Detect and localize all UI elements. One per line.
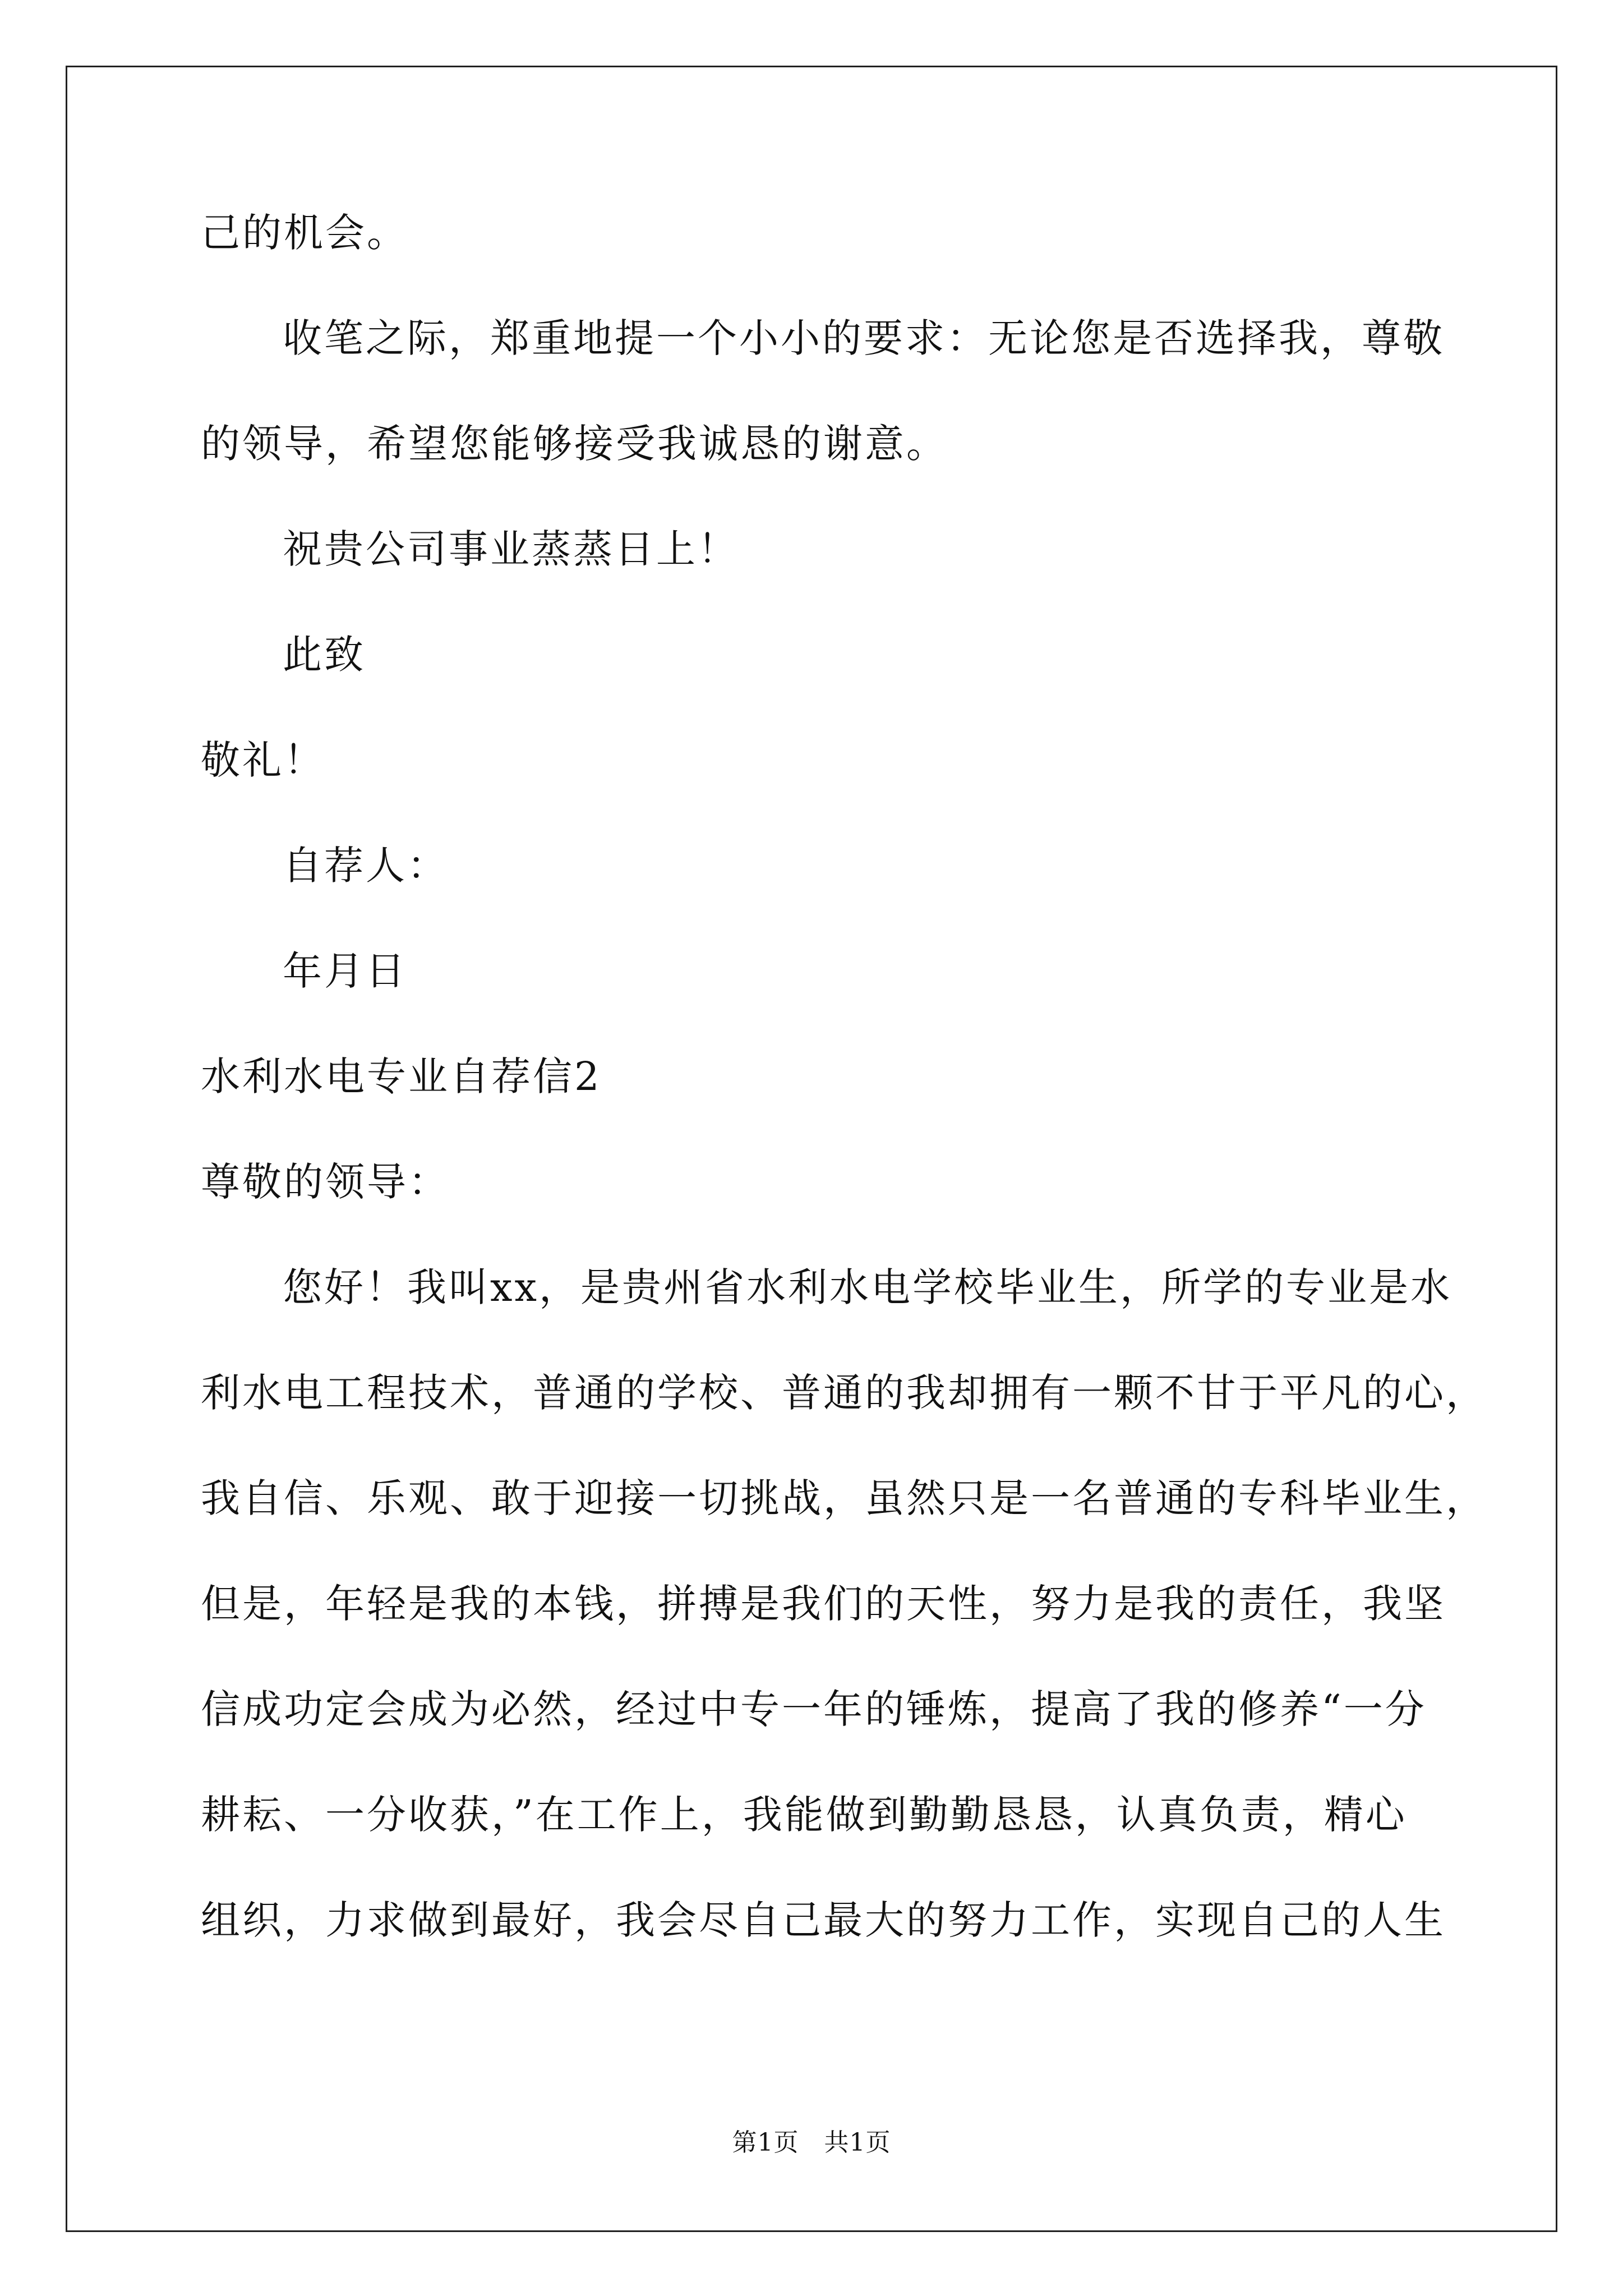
- text-line: 利水电工程技术，普通的学校、普通的我却拥有一颗不甘于平凡的心，: [201, 1370, 1487, 1416]
- section-heading: 水利水电专业自荐信2: [201, 1053, 602, 1099]
- text-line: 敬礼！: [201, 737, 325, 783]
- text-line: 年月日: [283, 948, 407, 994]
- page-footer: 第1页 共1页: [732, 2128, 891, 2157]
- text-line: 自荐人：: [283, 843, 449, 889]
- text-line: 您好！我叫xx，是贵州省水利水电学校毕业生，所学的专业是水: [283, 1264, 1452, 1310]
- text-line: 信成功定会成为必然，经过中专一年的锤炼，提高了我的修养“一分: [201, 1686, 1427, 1732]
- text-line: 此致: [283, 632, 366, 678]
- text-line: 但是，年轻是我的本钱，拼搏是我们的天性，努力是我的责任，我坚: [201, 1581, 1446, 1627]
- text-line: 的领导，希望您能够接受我诚恳的谢意。: [201, 421, 948, 467]
- text-line: 我自信、乐观、敢于迎接一切挑战，虽然只是一名普通的专科毕业生，: [201, 1475, 1487, 1521]
- text-line: 组织，力求做到最好，我会尽自己最大的努力工作，实现自己的人生: [201, 1897, 1446, 1943]
- text-line: 己的机会。: [201, 210, 408, 256]
- salutation: 尊敬的领导：: [201, 1159, 450, 1205]
- text-line: 祝贵公司事业蒸蒸日上！: [283, 526, 739, 572]
- text-line: 耕耘、一分收获，”在工作上，我能做到勤勤恳恳，认真负责，精心: [201, 1792, 1407, 1838]
- text-line: 收笔之际，郑重地提一个小小的要求：无论您是否选择我，尊敬: [283, 315, 1445, 361]
